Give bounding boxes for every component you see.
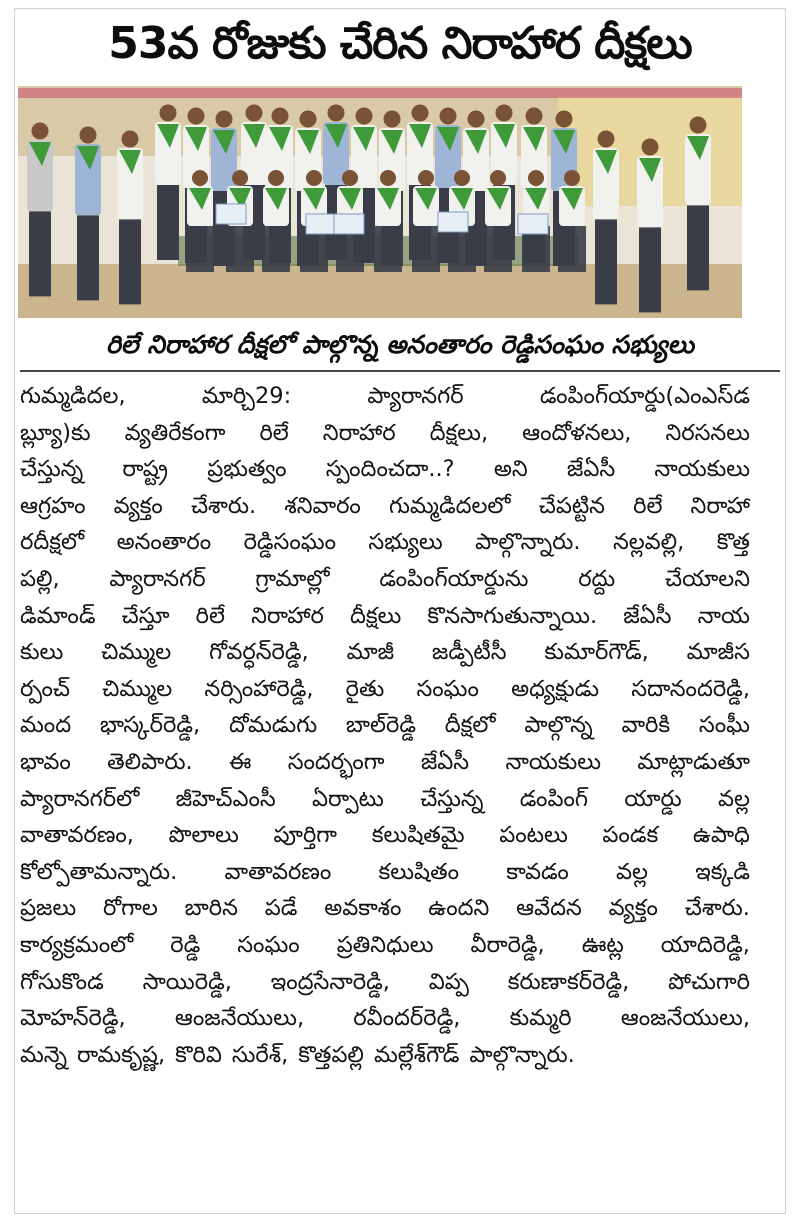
caption-divider — [20, 370, 780, 372]
article-word: ఊట్ల — [581, 931, 624, 958]
article-word: కావడం — [506, 858, 569, 885]
article-word: భాస్కర్‌రెడ్డి, — [99, 712, 201, 739]
article-word: సురేశ్, — [231, 1041, 289, 1068]
seated-person-4-head — [342, 170, 358, 186]
article-word: సదానందరెడ్డి, — [631, 675, 750, 702]
seated-person-9-head — [528, 170, 544, 186]
article-word: నిరాహార — [251, 602, 324, 629]
placard-2 — [334, 214, 364, 234]
side-person-5-legs — [687, 205, 709, 290]
article-word: వ్యతిరేకంగా — [124, 419, 226, 446]
article-line — [20, 1000, 750, 1037]
article-word: కొత్తపల్లి — [298, 1041, 364, 1068]
back-person-12-head — [496, 105, 513, 122]
article-word: రద్దు — [578, 565, 616, 592]
article-word: విప్ప — [428, 968, 469, 995]
article-word: వీరారెడ్డి, — [470, 931, 545, 958]
side-person-0-legs — [29, 211, 51, 296]
article-word: వ్యక్తం — [608, 895, 658, 922]
article-word: కుమ్మరి — [509, 1005, 572, 1032]
seated-person-0-legs — [186, 226, 214, 272]
article-word: జేఏసీ — [420, 748, 470, 775]
article-word: వాతావరణం — [224, 858, 332, 885]
side-person-1-head — [80, 127, 97, 144]
article-word: బ్ల్యూ)కు — [20, 419, 91, 446]
article-word: డంపింగ్‌యార్డును — [379, 565, 529, 592]
article-word: భావం — [20, 748, 71, 775]
article-word: ప్రతినిధులు — [336, 931, 434, 958]
article-word: పొలాలు — [168, 822, 239, 849]
article-word: స్పందించదా..? — [325, 456, 455, 483]
side-person-2-legs — [119, 219, 141, 304]
back-person-7-head — [356, 108, 373, 125]
seated-person-2-legs — [262, 226, 290, 272]
article-word: కలుషితమై — [371, 822, 465, 849]
side-person-4-head — [642, 139, 659, 156]
article-word: అవకాశం — [324, 895, 402, 922]
seated-person-10-head — [564, 170, 580, 186]
article-word: చేస్తూ — [121, 602, 170, 629]
article-word: ఏర్పాటు — [312, 785, 384, 812]
article-line — [20, 1037, 750, 1074]
article-word: కుమార్‌గౌడ్, — [544, 639, 649, 666]
article-word: కొరివి — [175, 1041, 222, 1068]
article-word: జీహెచ్‌ఎంసీ — [175, 785, 276, 812]
seated-person-8-legs — [484, 226, 512, 272]
article-word: బారిన — [184, 895, 238, 922]
article-word: రిలే — [195, 602, 225, 629]
side-person-1-legs — [77, 215, 99, 300]
article-word: పూర్తిగా — [273, 822, 338, 849]
article-word: రిలే — [259, 419, 289, 446]
article-word: మాజీస — [686, 639, 750, 666]
group-photo — [18, 86, 742, 318]
article-word: నిరాహా — [690, 492, 750, 519]
article-line — [20, 671, 750, 708]
article-word: పంటలు — [499, 822, 568, 849]
article-word: ఆంజనేయులు, — [174, 1005, 305, 1032]
article-word: ప్రభుత్వం — [207, 456, 287, 483]
article-word: నాయకులు — [654, 456, 750, 483]
side-person-0-head — [32, 123, 49, 140]
article-word: కోల్పోతామన్నారు. — [20, 858, 178, 885]
article-word: ఉపాధి — [692, 822, 750, 849]
article-line — [20, 964, 750, 1001]
seated-person-3-head — [306, 170, 322, 186]
article-word: పడే — [264, 895, 298, 922]
article-word: డంపింగ్‌యార్డు(ఎంఎస్‌డ — [539, 383, 750, 409]
article-word: ప్యారానగర్ — [367, 383, 464, 409]
article-word: అనంతారం — [116, 529, 212, 556]
back-person-0-head — [160, 105, 177, 122]
article-word: ర్పంచ్ — [20, 675, 70, 702]
article-word: చేస్తున్న — [20, 456, 84, 483]
article-word: ఇక్కడి — [695, 858, 750, 885]
article-word: నిరాహార — [322, 419, 396, 446]
article-line — [20, 634, 750, 671]
side-person-3-legs — [595, 219, 617, 304]
article-word: గుమ్మడిదలలో — [388, 492, 511, 519]
article-word: వల్ల — [616, 858, 648, 885]
article-line — [20, 817, 750, 854]
back-person-6-head — [328, 105, 345, 122]
article-word: కులు — [20, 639, 64, 666]
article-word: దీక్షలు — [349, 602, 402, 629]
article-word: సభ్యులు — [368, 529, 443, 556]
back-person-13-head — [526, 108, 543, 125]
seated-person-5-legs — [374, 226, 402, 272]
article-word: చిమ్ముల — [102, 675, 173, 702]
article-word: రెడ్డిసంఘం — [243, 529, 336, 556]
seated-person-7-head — [454, 170, 470, 186]
article-word: రిలే — [633, 492, 663, 519]
article-word: మాజీ — [346, 639, 395, 666]
article-word: తెలిపారు. — [107, 748, 193, 775]
article-word: మంద — [20, 712, 72, 739]
article-word: దీక్షలో — [444, 712, 496, 739]
article-word: రైతు — [345, 675, 385, 702]
article-word: ఇంద్రసేనారెడ్డి, — [270, 968, 390, 995]
photo-bunting — [18, 88, 742, 98]
seated-person-6-legs — [412, 226, 440, 272]
article-word: వ్యక్తం — [113, 492, 163, 519]
article-word: ఈ — [229, 748, 252, 775]
article-line — [20, 415, 750, 452]
article-line — [20, 524, 750, 561]
article-line — [20, 781, 750, 818]
seated-person-7-legs — [448, 226, 476, 272]
back-person-5-head — [300, 111, 317, 128]
placard-0 — [216, 204, 246, 224]
article-word: మార్చి29: — [201, 383, 292, 409]
article-word: రాష్ట్ర — [122, 456, 168, 483]
article-word: ఆందోళనలు, — [522, 419, 632, 446]
article-word: జేఏసీ — [623, 602, 672, 629]
article-word: గోవర్ధన్‌రెడ్డి, — [209, 639, 309, 666]
side-person-5-head — [690, 117, 707, 134]
back-person-11-head — [468, 111, 485, 128]
article-word: చేపట్టిన — [538, 492, 605, 519]
back-person-8-head — [384, 111, 401, 128]
article-line — [20, 561, 750, 598]
article-word: సాయిరెడ్డి, — [142, 968, 232, 995]
article-word: గుమ్మడిదల, — [20, 383, 126, 409]
placard-3 — [438, 212, 468, 232]
article-word: చేస్తున్న — [420, 785, 484, 812]
back-person-2-head — [216, 111, 233, 128]
article-word: ఆంజనేయులు, — [620, 1005, 750, 1032]
article-word: వారికి — [621, 712, 671, 739]
article-line — [20, 854, 750, 891]
article-word: కరుణాకర్‌రెడ్డి, — [507, 968, 630, 995]
back-person-4-head — [272, 108, 289, 125]
article-word: చేశారు. — [190, 492, 257, 519]
article-word: మన్నె — [20, 1041, 67, 1068]
article-word: ఉందని — [428, 895, 490, 922]
article-body — [20, 378, 750, 1073]
article-word: సంఘం — [416, 675, 479, 702]
article-line — [20, 488, 750, 525]
article-word: నిరసనలు — [665, 419, 750, 446]
article-line — [20, 927, 750, 964]
article-word: నాయ — [697, 602, 750, 629]
seated-person-1-legs — [226, 226, 254, 272]
article-word: దీక్షలు, — [429, 419, 489, 446]
seated-person-8-head — [490, 170, 506, 186]
article-word: చిమ్ముల — [101, 639, 172, 666]
article-word: మల్లేశ్‌గౌడ్ — [373, 1041, 460, 1068]
article-word: మోహన్‌రెడ్డి, — [20, 1005, 126, 1032]
article-word: జేఏసీ — [566, 456, 616, 483]
article-line — [20, 598, 750, 635]
seated-person-0-head — [192, 170, 208, 186]
article-word: ప్యారానగర్ — [109, 565, 206, 592]
article-word: రవీందర్‌రెడ్డి, — [353, 1005, 461, 1032]
back-person-9-head — [412, 105, 429, 122]
article-word: నల్లవల్లి, — [612, 529, 685, 556]
placard-1 — [306, 214, 336, 234]
article-word: సంఘీ — [698, 712, 750, 739]
article-word: చేయాలని — [664, 565, 750, 592]
article-word: దోమడుగు — [228, 712, 318, 739]
article-word: గోసుకొండ — [20, 968, 104, 995]
article-word: నర్సింహారెడ్డి, — [204, 675, 314, 702]
article-word: పాల్గొన్న — [524, 712, 593, 739]
article-word: ఆవేదన — [516, 895, 582, 922]
article-word: రోగాల — [103, 895, 158, 922]
article-line — [20, 707, 750, 744]
article-word: సందర్భంగా — [287, 748, 385, 775]
seated-person-5-head — [380, 170, 396, 186]
seated-person-1-head — [232, 170, 248, 186]
article-word: ప్యారానగర్‌లో — [20, 785, 140, 812]
placard-4 — [518, 214, 548, 234]
article-word: పాల్గొన్నారు. — [475, 529, 581, 556]
article-line — [20, 451, 750, 488]
article-word: కలుషితం — [378, 858, 459, 885]
article-word: యార్డు — [624, 785, 682, 812]
group-photo-image — [18, 86, 742, 318]
seated-person-10-legs — [558, 226, 586, 272]
article-word: మాట్లాడుతూ — [637, 748, 750, 775]
headline: 53వ రోజుకు చేరిన నిరాహార దీక్షలు — [108, 18, 692, 69]
article-word: రదీక్షలో — [20, 529, 85, 556]
article-word: బాల్‌రెడ్డి — [345, 712, 416, 739]
article-word: పండక — [602, 822, 659, 849]
article-word: యాదిరెడ్డి, — [660, 931, 750, 958]
article-word: కార్యక్రమంలో — [20, 931, 134, 958]
article-word: గ్రామాల్లో — [255, 565, 330, 592]
seated-person-2-head — [268, 170, 284, 186]
article-word: పాల్గొన్నారు. — [469, 1041, 575, 1068]
article-line — [20, 378, 750, 415]
article-word: అని — [493, 456, 528, 483]
seated-person-6-head — [418, 170, 434, 186]
photo-caption: రిలే నిరాహార దీక్షలో పాల్గొన్న అనంతారం రెడ్డిసంఘం సభ్యులు — [105, 330, 695, 359]
article-word: వాతావరణం, — [20, 822, 134, 849]
article-word: ఆగ్రహం — [20, 492, 86, 519]
article-line — [20, 890, 750, 927]
back-person-1-head — [188, 108, 205, 125]
article-word: పోచుగారి — [668, 968, 750, 995]
side-person-4-legs — [639, 227, 661, 312]
article-word: నాయకులు — [505, 748, 602, 775]
article-word: కొత్త — [716, 529, 750, 556]
article-word: ప్రజలు — [20, 895, 77, 922]
article-word: డిమాండ్ — [20, 602, 96, 629]
article-word: కొనసాగుతున్నాయి. — [427, 602, 598, 629]
side-person-3-head — [598, 131, 615, 148]
article-word: చేశారు. — [684, 895, 750, 922]
article-word: శనివారం — [284, 492, 361, 519]
back-person-3-head — [246, 105, 263, 122]
article-word: జడ్పీటీసీ — [431, 639, 507, 666]
back-person-0-legs — [157, 185, 179, 260]
article-word: రెడ్డి — [170, 931, 201, 958]
article-word: రామకృష్ణ, — [76, 1041, 166, 1068]
back-person-10-head — [440, 108, 457, 125]
back-person-14-head — [556, 111, 573, 128]
article-word: పల్లి, — [20, 565, 60, 592]
side-person-2-head — [122, 131, 139, 148]
article-word: సంఘం — [237, 931, 300, 958]
article-word: అధ్యక్షుడు — [511, 675, 600, 702]
article-word: వల్ల — [718, 785, 750, 812]
article-word: డంపింగ్ — [519, 785, 588, 812]
article-line — [20, 744, 750, 781]
